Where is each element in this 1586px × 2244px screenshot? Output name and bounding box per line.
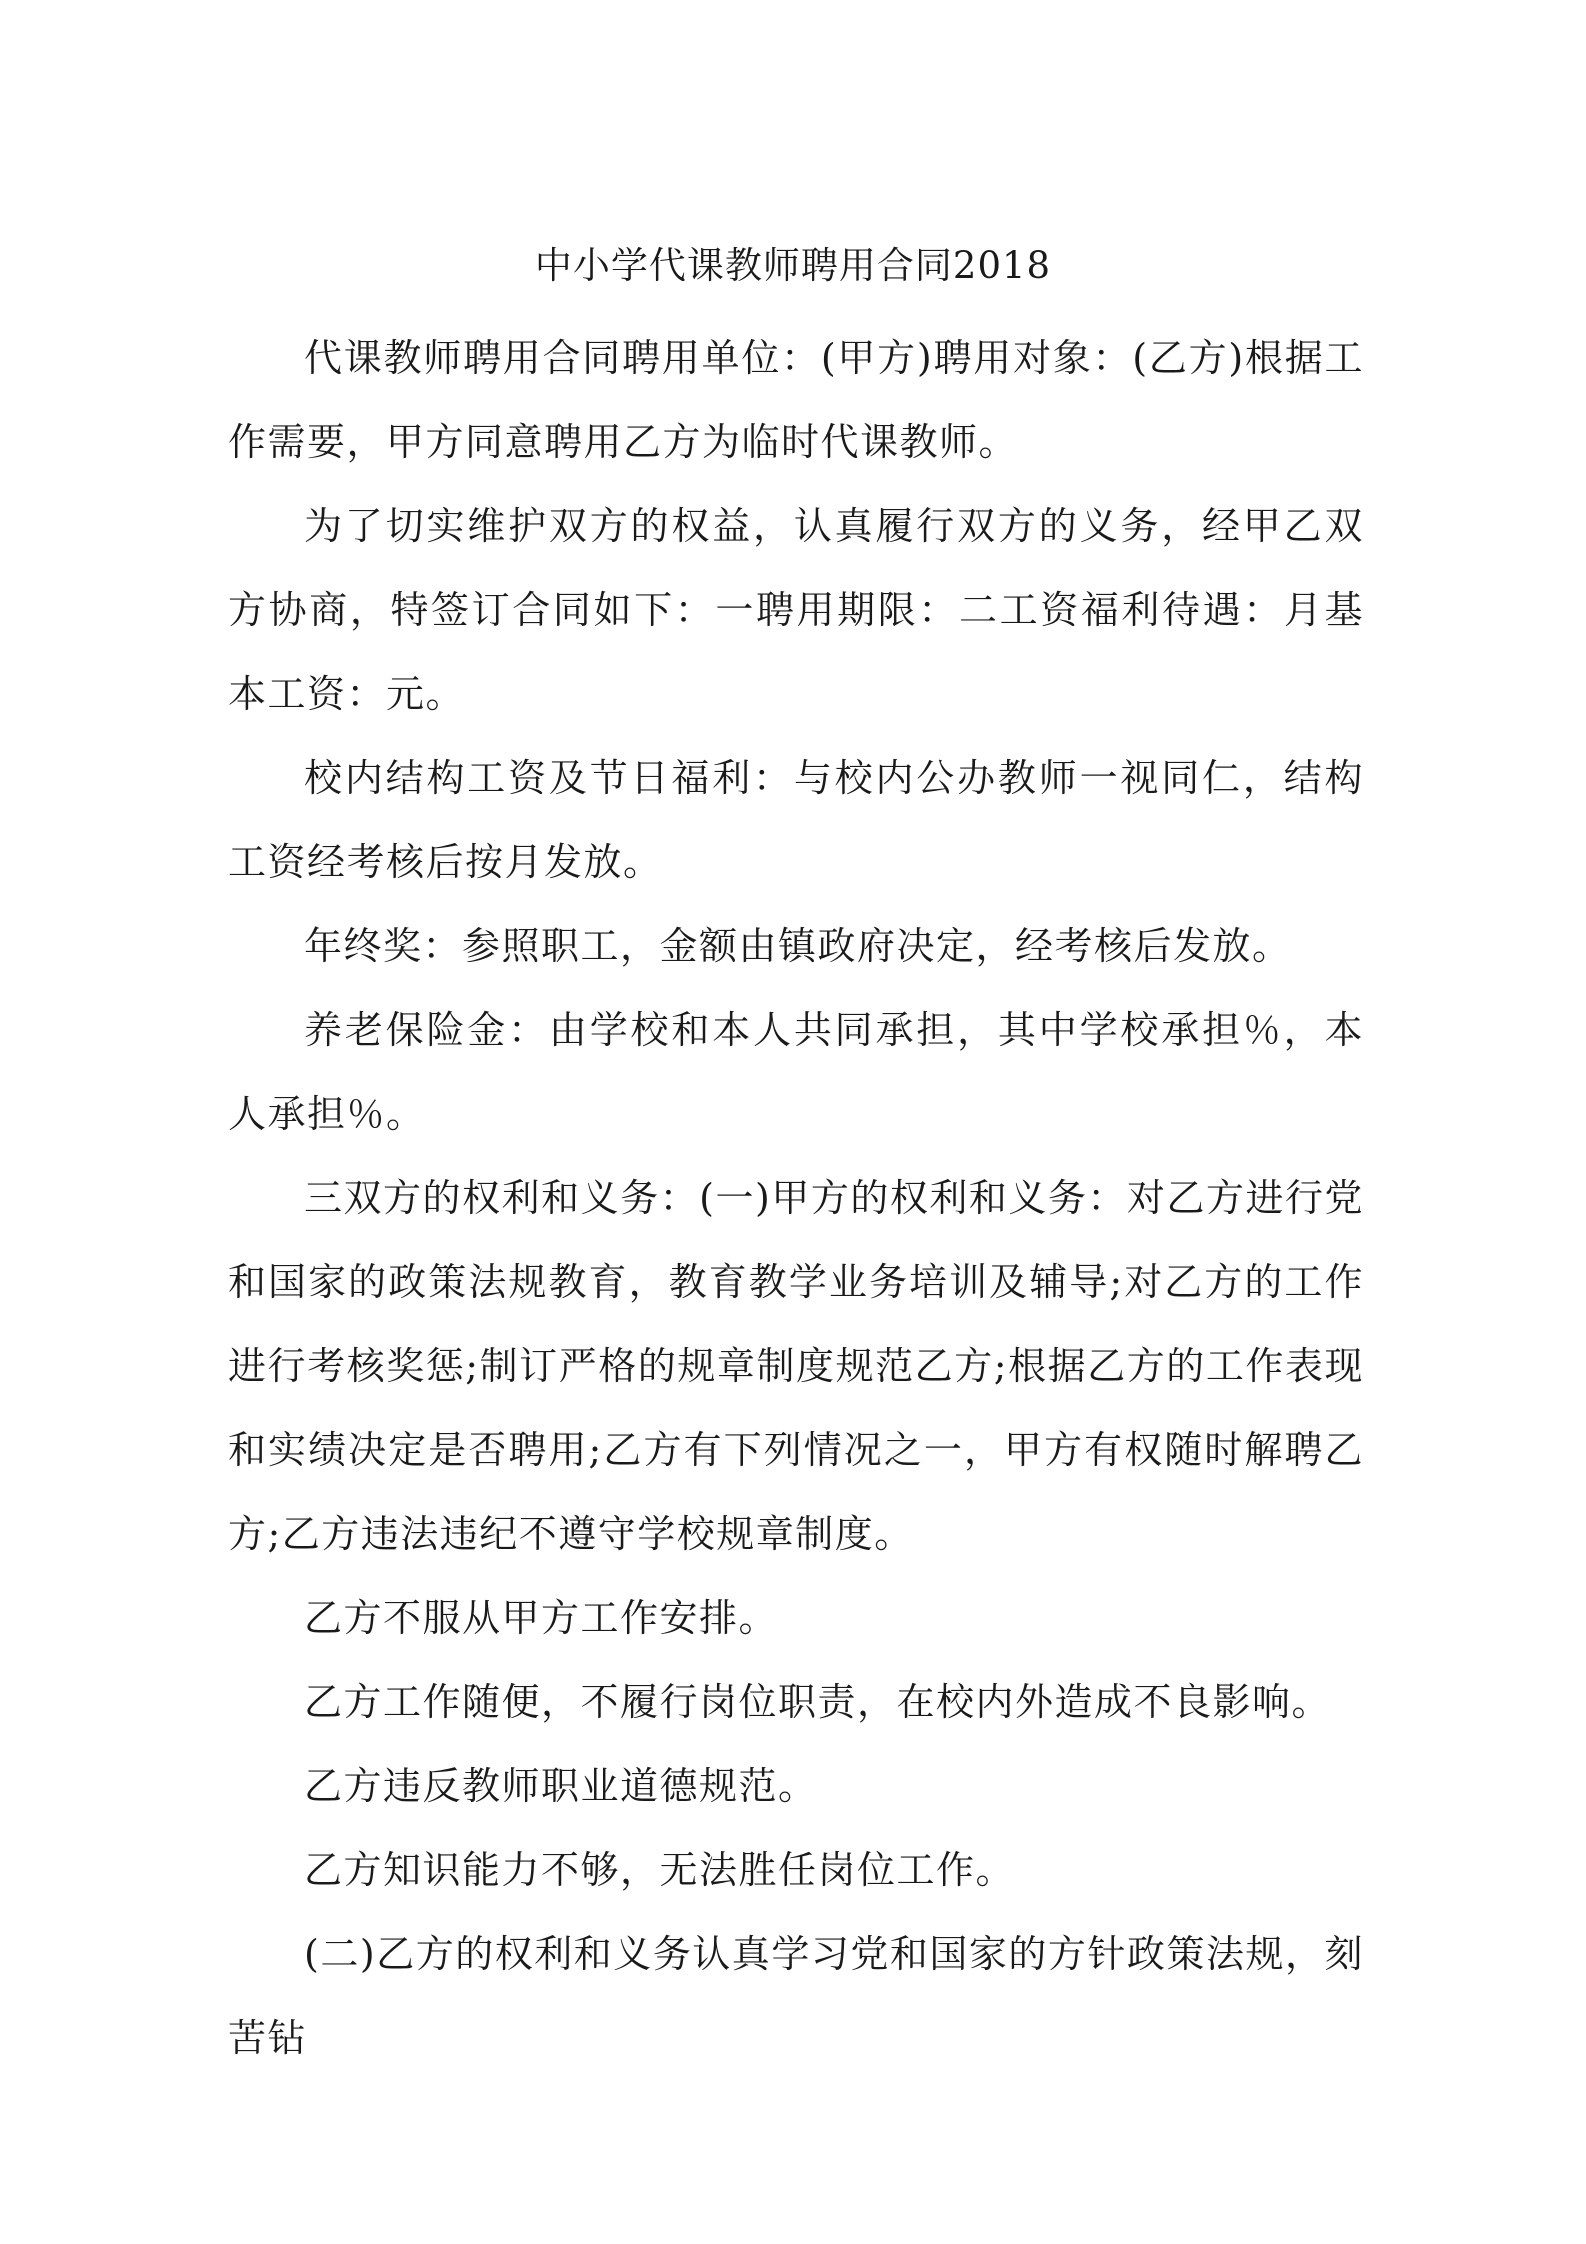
paragraph-ethics: 乙方违反教师职业道德规范。 xyxy=(304,1764,818,1808)
paragraph-structural-wage: 校内结构工资及节日福利：与校内公办教师一视同仁，结构工资经考核后按月发放。 xyxy=(228,756,1364,884)
paragraph-year-end-bonus: 年终奖：参照职工，金额由镇政府决定，经考核后发放。 xyxy=(304,924,1292,968)
paragraph-party-b-rights: (二)乙方的权利和义务认真学习党和国家的方针政策法规，刻苦钻 xyxy=(228,1932,1364,2060)
paragraph-incompetence: 乙方知识能力不够，无法胜任岗位工作。 xyxy=(304,1848,1016,1892)
paragraph-disobey: 乙方不服从甲方工作安排。 xyxy=(304,1596,779,1640)
paragraph-rights-obligations: 三双方的权利和义务：(一)甲方的权利和义务：对乙方进行党和国家的政策法规教育，教育教学业务培训及辅导;对乙方的工作进行考核奖惩;制订严格的规章制度规范乙方;根据乙方的工作表现和实绩决定是否聘用;乙方有下列情况之一，甲方有权随时解聘乙方;乙方违法违纪不遵守学校规章制度。 xyxy=(228,1176,1364,1556)
document-title: 中小学代课教师聘用合同2018 xyxy=(534,244,1052,287)
paragraph-negligence: 乙方工作随便，不履行岗位职责，在校内外造成不良影响。 xyxy=(304,1680,1332,1724)
paragraph-hiring-parties: 代课教师聘用合同聘用单位：(甲方)聘用对象：(乙方)根据工作需要，甲方同意聘用乙方为临时代课教师。 xyxy=(228,336,1364,464)
paragraph-contract-terms: 为了切实维护双方的权益，认真履行双方的义务，经甲乙双方协商，特签订合同如下：一聘用期限：二工资福利待遇：月基本工资：元。 xyxy=(228,504,1364,716)
paragraph-pension: 养老保险金：由学校和本人共同承担，其中学校承担％，本人承担％。 xyxy=(228,1008,1364,1136)
document-body xyxy=(228,316,1364,2080)
